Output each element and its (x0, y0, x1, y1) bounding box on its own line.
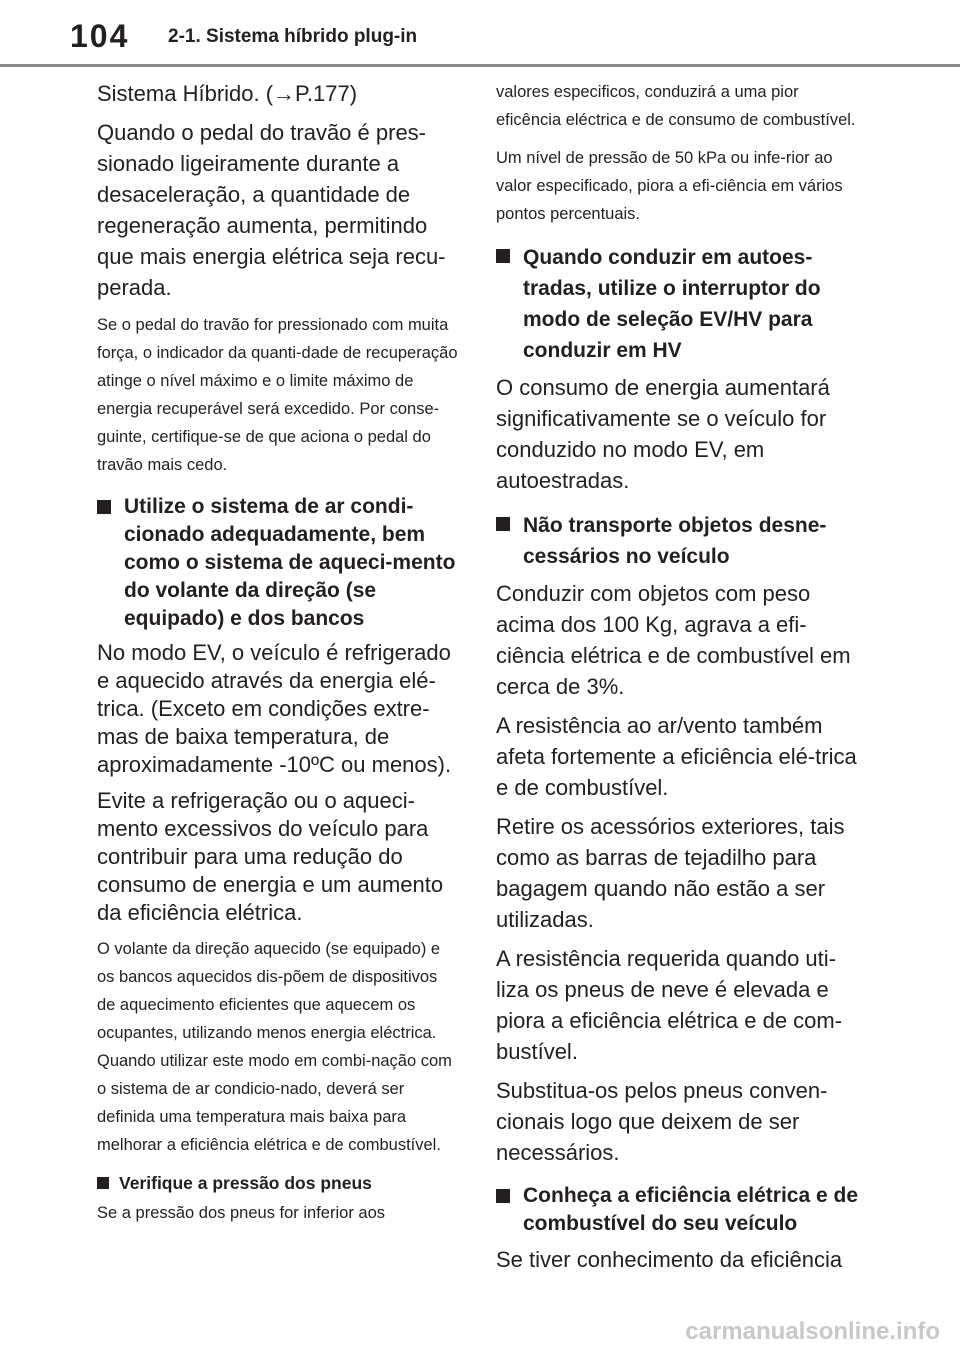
square-bullet-icon (97, 1177, 109, 1189)
paragraph: Conduzir com objetos com peso acima dos 100 Kg, agrava a efi-ciência elétrica e de combustível em cerca de 3%. (496, 581, 851, 699)
watermark: carmanualsonline.info (685, 1318, 940, 1345)
paragraph: Substitua-os pelos pneus conven-cionais logo que deixem de ser necessários. (496, 1078, 828, 1165)
square-bullet-icon (97, 500, 111, 514)
page-number: 104 (70, 18, 130, 54)
subheading-text: Utilize o sistema de ar condi-cionado adequadamente, bem como o sistema de aqueci-mento do volante da direção (se equipado) e dos bancos (124, 495, 456, 630)
paragraph: A resistência requerida quando uti-liza os pneus de neve é elevada e piora a eficiência elétrica e de com-bustível. (496, 946, 843, 1064)
note-paragraph: Se a pressão dos pneus for inferior aos (97, 1204, 386, 1222)
subheading (97, 1169, 459, 1197)
subheading (496, 510, 858, 572)
section-title: 2-1. Sistema híbrido plug-in (168, 26, 418, 47)
subheading (496, 1182, 858, 1238)
subheading (496, 242, 858, 366)
subheading-text: Não transporte objetos desne-cessários no veículo (523, 514, 827, 568)
paragraph: No modo EV, o veículo é refrigerado e aquecido através da energia elé-trica. (Exceto em condições extre-mas de baixa temperatura, de aproximadamente -10ºC ou menos). (97, 640, 452, 777)
note-paragraph: Um nível de pressão de 50 kPa ou infe-rior ao valor especificado, piora a efi-ciência em vários pontos percentuais. (496, 149, 843, 223)
note-paragraph: O volante da direção aquecido (se equipado) e os bancos aquecidos dis-põem de dispositivos de aquecimento eficientes que aquecem os ocupantes, utilizando menos energia eléctrica. Quando utilizar este modo em combi-nação com o sistema de ar condicio-nado, deverá ser definida uma temperatura mais baixa para melhorar a eficiência elétrica e de combustível. (97, 940, 452, 1154)
paragraph: O consumo de energia aumentará significativamente se o veículo for conduzido no modo EV, em autoestradas. (496, 375, 830, 493)
paragraph: Sistema Híbrido. (→P.177) (97, 81, 358, 106)
paragraph: A resistência ao ar/vento também afeta fortemente a eficiência elé-trica e de combustível. (496, 713, 857, 800)
paragraph: Retire os acessórios exteriores, tais como as barras de tejadilho para bagagem quando não estão a ser utilizadas. (496, 814, 845, 932)
square-bullet-icon (496, 249, 510, 263)
page-header (0, 0, 960, 70)
paragraph: Se tiver conhecimento da eficiência (496, 1247, 843, 1272)
right-column (496, 78, 858, 1283)
subheading (97, 493, 459, 633)
subheading-text: Verifique a pressão dos pneus (119, 1173, 372, 1193)
left-column (97, 78, 459, 1237)
square-bullet-icon (496, 517, 510, 531)
note-paragraph: valores especificos, conduzirá a uma pior eficência eléctrica e de consumo de combustível. (496, 83, 856, 129)
subheading-text: Conheça a eficiência elétrica e de combustível do seu veículo (523, 1184, 858, 1235)
header-divider (0, 64, 960, 67)
note-paragraph: Se o pedal do travão for pressionado com muita força, o indicador da quanti-dade de recuperação atinge o nível máximo e o limite máximo de energia recuperável será excedido. Por conse-guinte, certifique-se de que aciona o pedal do travão mais cedo. (97, 316, 458, 474)
paragraph: Quando o pedal do travão é pres-sionado ligeiramente durante a desaceleração, a quantidade de regeneração aumenta, permitindo que mais energia elétrica seja recu-perada. (97, 120, 446, 300)
square-bullet-icon (496, 1189, 510, 1203)
subheading-text: Quando conduzir em autoes-tradas, utilize o interruptor do modo de seleção EV/HV para conduzir em HV (523, 246, 821, 362)
paragraph: Evite a refrigeração ou o aqueci-mento excessivos do veículo para contribuir para uma redução do consumo de energia e um aumento da eficiência elétrica. (97, 788, 444, 925)
